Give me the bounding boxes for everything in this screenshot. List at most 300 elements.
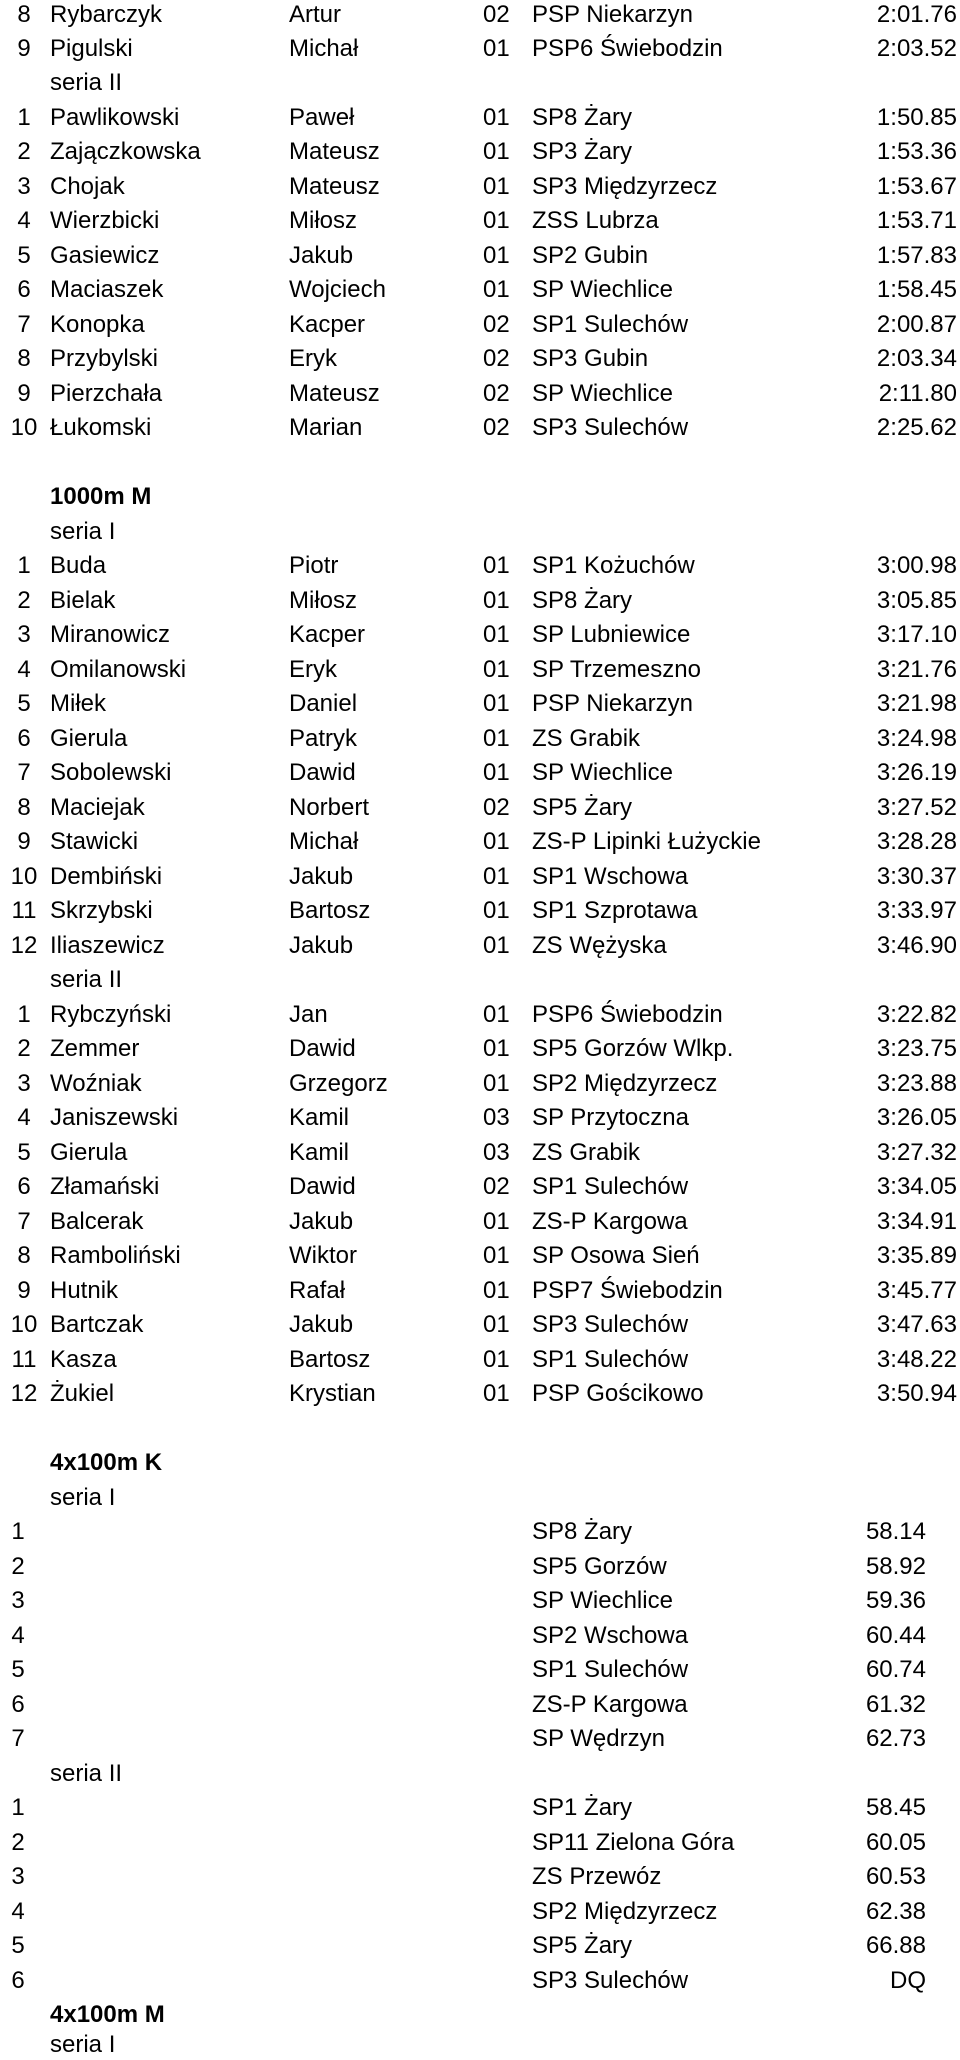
result-time: 2:03.52 [876, 35, 957, 62]
result-row [0, 1276, 960, 1306]
birth-year: 01 [483, 725, 510, 752]
result-row [0, 137, 960, 167]
result-time: 66.88 [865, 1932, 926, 1959]
first-name: Wiktor [289, 1242, 357, 1269]
result-row [0, 1172, 960, 1202]
school: SP8 Żary [532, 104, 633, 131]
birth-year: 01 [483, 1380, 510, 1407]
surname: Złamański [50, 1173, 160, 1200]
team: SP8 Żary [532, 1518, 633, 1545]
result-time: 3:26.05 [876, 1104, 957, 1131]
first-name: Kamil [289, 1104, 350, 1131]
birth-year: 01 [483, 690, 510, 717]
birth-year: 02 [483, 414, 510, 441]
first-name: Michał [289, 35, 359, 62]
team: SP2 Wschowa [532, 1622, 689, 1649]
birth-year: 01 [483, 759, 510, 786]
relay-row [0, 1862, 960, 1892]
school: PSP Niekarzyn [532, 690, 693, 717]
surname: Balcerak [50, 1208, 144, 1235]
birth-year: 02 [483, 794, 510, 821]
first-name: Dawid [289, 759, 356, 786]
surname: Gierula [50, 1139, 128, 1166]
surname: Chojak [50, 173, 125, 200]
position: 6 [17, 276, 31, 303]
result-row [0, 1000, 960, 1030]
result-time: 58.45 [865, 1794, 926, 1821]
result-time: 3:21.76 [876, 656, 957, 683]
result-time: 1:57.83 [876, 242, 957, 269]
result-time: 3:27.52 [876, 794, 957, 821]
position: 8 [17, 794, 31, 821]
relay-row [0, 1897, 960, 1927]
first-name: Dawid [289, 1173, 356, 1200]
school: SP Wiechlice [532, 380, 673, 407]
surname: Kasza [50, 1346, 117, 1373]
result-row [0, 655, 960, 685]
surname: Dembiński [50, 863, 163, 890]
first-name: Bartosz [289, 1346, 371, 1373]
result-row [0, 275, 960, 305]
school: PSP6 Świebodzin [532, 1001, 723, 1028]
result-time: 3:34.05 [876, 1173, 957, 1200]
result-time: 3:33.97 [876, 897, 957, 924]
school: SP Trzemeszno [532, 656, 701, 683]
surname: Gierula [50, 725, 128, 752]
first-name: Marian [289, 414, 363, 441]
result-row [0, 931, 960, 961]
position: 1 [11, 1794, 25, 1821]
birth-year: 01 [483, 897, 510, 924]
birth-year: 01 [483, 138, 510, 165]
first-name: Paweł [289, 104, 355, 131]
result-row [0, 620, 960, 650]
first-name: Patryk [289, 725, 358, 752]
result-time: 3:34.91 [876, 1208, 957, 1235]
birth-year: 01 [483, 242, 510, 269]
result-row [0, 241, 960, 271]
position: 4 [11, 1898, 25, 1925]
series-label-row [0, 965, 960, 995]
position: 6 [17, 1173, 31, 1200]
position: 7 [17, 1208, 31, 1235]
result-time: 2:00.87 [876, 311, 957, 338]
school: SP Przytoczna [532, 1104, 689, 1131]
series-label-row [0, 1759, 960, 1789]
surname: Bartczak [50, 1311, 144, 1338]
school: SP Wiechlice [532, 276, 673, 303]
birth-year: 01 [483, 863, 510, 890]
first-name: Norbert [289, 794, 370, 821]
series-label-row [0, 68, 960, 98]
school: SP1 Wschowa [532, 863, 689, 890]
birth-year: 01 [483, 104, 510, 131]
position: 4 [17, 656, 31, 683]
school: ZS-P Kargowa [532, 1208, 688, 1235]
series-label: seria II [50, 69, 123, 96]
result-time: 3:24.98 [876, 725, 957, 752]
result-time: 3:17.10 [876, 621, 957, 648]
position: 3 [11, 1863, 25, 1890]
result-time: 62.73 [865, 1725, 926, 1752]
first-name: Jan [289, 1001, 328, 1028]
result-row [0, 724, 960, 754]
first-name: Jakub [289, 1208, 354, 1235]
school: ZS Grabik [532, 1139, 641, 1166]
result-time: 2:11.80 [878, 380, 957, 407]
birth-year: 01 [483, 1346, 510, 1373]
school: SP Lubniewice [532, 621, 691, 648]
result-time: 61.32 [865, 1691, 926, 1718]
surname: Przybylski [50, 345, 159, 372]
birth-year: 01 [483, 587, 510, 614]
result-time: 60.53 [865, 1863, 926, 1890]
result-time: 62.38 [865, 1898, 926, 1925]
first-name: Jakub [289, 242, 354, 269]
result-time: 2:03.34 [876, 345, 957, 372]
result-time: 3:50.94 [876, 1380, 957, 1407]
first-name: Krystian [289, 1380, 376, 1407]
position: 12 [10, 932, 38, 959]
result-time: 1:50.85 [876, 104, 957, 131]
birth-year: 01 [483, 1242, 510, 1269]
position: 1 [11, 1518, 25, 1545]
event-title-row [0, 482, 960, 512]
result-row [0, 1310, 960, 1340]
result-time: 60.05 [865, 1829, 926, 1856]
result-row [0, 1138, 960, 1168]
result-row [0, 586, 960, 616]
surname: Łukomski [50, 414, 152, 441]
school: ZS-P Lipinki Łużyckie [532, 828, 761, 855]
position: 7 [17, 759, 31, 786]
position: 6 [11, 1967, 25, 1994]
result-row [0, 103, 960, 133]
position: 11 [11, 897, 37, 924]
school: SP3 Gubin [532, 345, 649, 372]
event-title: 1000m M [50, 483, 152, 510]
school: SP1 Sulechów [532, 1346, 689, 1373]
relay-row [0, 1724, 960, 1754]
school: SP1 Sulechów [532, 1173, 689, 1200]
position: 8 [17, 1, 31, 28]
first-name: Piotr [289, 552, 339, 579]
surname: Iliaszewicz [50, 932, 165, 959]
position: 2 [11, 1553, 25, 1580]
position: 4 [17, 207, 31, 234]
series-label-row [0, 517, 960, 547]
school: SP1 Szprotawa [532, 897, 698, 924]
birth-year: 01 [483, 828, 510, 855]
birth-year: 01 [483, 1035, 510, 1062]
result-time: 3:05.85 [876, 587, 957, 614]
first-name: Eryk [289, 345, 337, 372]
result-row [0, 689, 960, 719]
birth-year: 02 [483, 345, 510, 372]
birth-year: 01 [483, 1277, 510, 1304]
result-row [0, 827, 960, 857]
surname: Hutnik [50, 1277, 119, 1304]
result-time: 3:48.22 [876, 1346, 957, 1373]
first-name: Mateusz [289, 138, 380, 165]
event-title-row [0, 1448, 960, 1478]
first-name: Kacper [289, 311, 366, 338]
surname: Bielak [50, 587, 116, 614]
surname: Maciejak [50, 794, 145, 821]
position: 10 [10, 1311, 38, 1338]
surname: Żukiel [50, 1380, 115, 1407]
surname: Maciaszek [50, 276, 164, 303]
birth-year: 01 [483, 173, 510, 200]
team: SP2 Międzyrzecz [532, 1898, 718, 1925]
school: ZSS Lubrza [532, 207, 659, 234]
school: SP Wiechlice [532, 759, 673, 786]
result-time: 3:27.32 [876, 1139, 957, 1166]
position: 8 [17, 1242, 31, 1269]
result-row [0, 413, 960, 443]
surname: Woźniak [50, 1070, 142, 1097]
surname: Zemmer [50, 1035, 140, 1062]
birth-year: 01 [483, 1001, 510, 1028]
school: SP Osowa Sień [532, 1242, 700, 1269]
surname: Konopka [50, 311, 145, 338]
surname: Pigulski [50, 35, 133, 62]
relay-row [0, 1517, 960, 1547]
school: PSP Gościkowo [532, 1380, 704, 1407]
position: 6 [11, 1691, 25, 1718]
birth-year: 03 [483, 1139, 510, 1166]
result-time: 60.44 [865, 1622, 926, 1649]
relay-row [0, 1828, 960, 1858]
team: ZS Przewóz [532, 1863, 662, 1890]
surname: Pierzchała [50, 380, 163, 407]
first-name: Dawid [289, 1035, 356, 1062]
result-time: 1:58.45 [876, 276, 957, 303]
result-time: 3:35.89 [876, 1242, 957, 1269]
position: 3 [17, 173, 31, 200]
series-label-row [0, 1483, 960, 1513]
first-name: Miłosz [289, 587, 358, 614]
first-name: Daniel [289, 690, 358, 717]
result-time: 3:00.98 [876, 552, 957, 579]
result-row [0, 206, 960, 236]
surname: Miłek [50, 690, 107, 717]
result-time: 1:53.67 [876, 173, 957, 200]
relay-row [0, 1793, 960, 1823]
result-row [0, 1069, 960, 1099]
result-row [0, 310, 960, 340]
position: 11 [11, 1346, 37, 1373]
position: 4 [17, 1104, 31, 1131]
position: 3 [17, 621, 31, 648]
position: 5 [17, 242, 31, 269]
relay-row [0, 1931, 960, 1961]
school: SP5 Gorzów Wlkp. [532, 1035, 734, 1062]
birth-year: 01 [483, 1208, 510, 1235]
school: SP5 Żary [532, 794, 633, 821]
result-time: 3:45.77 [876, 1277, 957, 1304]
result-row [0, 34, 960, 64]
school: ZS Wężyska [532, 932, 667, 959]
result-row [0, 1207, 960, 1237]
position: 4 [11, 1622, 25, 1649]
first-name: Grzegorz [289, 1070, 388, 1097]
position: 5 [11, 1656, 25, 1683]
school: SP3 Sulechów [532, 414, 689, 441]
position: 10 [10, 414, 38, 441]
result-row [0, 758, 960, 788]
first-name: Rafał [289, 1277, 346, 1304]
school: SP8 Żary [532, 587, 633, 614]
position: 5 [11, 1932, 25, 1959]
surname: Buda [50, 552, 107, 579]
result-time: 3:21.98 [876, 690, 957, 717]
birth-year: 01 [483, 207, 510, 234]
birth-year: 01 [483, 1070, 510, 1097]
school: SP2 Gubin [532, 242, 649, 269]
school: PSP Niekarzyn [532, 1, 693, 28]
result-time: 3:26.19 [876, 759, 957, 786]
team: SP11 Zielona Góra [532, 1829, 735, 1856]
first-name: Bartosz [289, 897, 371, 924]
result-time: DQ [890, 1967, 926, 1994]
school: PSP6 Świebodzin [532, 35, 723, 62]
school: SP3 Żary [532, 138, 633, 165]
result-time: 60.74 [865, 1656, 926, 1683]
position: 9 [17, 828, 31, 855]
result-time: 3:22.82 [876, 1001, 957, 1028]
event-title: 4x100m M [50, 2001, 165, 2028]
position: 3 [17, 1070, 31, 1097]
surname: Pawlikowski [50, 104, 180, 131]
series-label: seria I [50, 1484, 116, 1511]
birth-year: 01 [483, 35, 510, 62]
position: 2 [17, 1035, 31, 1062]
birth-year: 02 [483, 311, 510, 338]
position: 5 [17, 1139, 31, 1166]
school: ZS Grabik [532, 725, 641, 752]
position: 2 [11, 1829, 25, 1856]
first-name: Jakub [289, 932, 354, 959]
surname: Janiszewski [50, 1104, 179, 1131]
result-row [0, 551, 960, 581]
birth-year: 02 [483, 1173, 510, 1200]
result-row [0, 379, 960, 409]
result-time: 3:28.28 [876, 828, 957, 855]
result-row [0, 1379, 960, 1409]
result-time: 1:53.71 [876, 207, 957, 234]
first-name: Jakub [289, 1311, 354, 1338]
position: 6 [17, 725, 31, 752]
result-row [0, 896, 960, 926]
position: 5 [17, 690, 31, 717]
school: SP3 Sulechów [532, 1311, 689, 1338]
relay-row [0, 1552, 960, 1582]
birth-year: 01 [483, 276, 510, 303]
first-name: Jakub [289, 863, 354, 890]
event-title: 4x100m K [50, 1449, 163, 1476]
result-time: 1:53.36 [876, 138, 957, 165]
surname: Ramboliński [50, 1242, 181, 1269]
result-row [0, 1103, 960, 1133]
school: PSP7 Świebodzin [532, 1277, 723, 1304]
position: 3 [11, 1587, 25, 1614]
position: 9 [17, 1277, 31, 1304]
first-name: Mateusz [289, 380, 380, 407]
birth-year: 02 [483, 380, 510, 407]
position: 1 [17, 552, 31, 579]
position: 1 [17, 1001, 31, 1028]
birth-year: 01 [483, 932, 510, 959]
result-time: 3:46.90 [876, 932, 957, 959]
series-label: seria II [50, 966, 123, 993]
surname: Sobolewski [50, 759, 172, 786]
result-time: 58.92 [865, 1553, 926, 1580]
result-time: 59.36 [865, 1587, 926, 1614]
team: SP1 Żary [532, 1794, 633, 1821]
birth-year: 01 [483, 656, 510, 683]
relay-row [0, 1655, 960, 1685]
result-row [0, 1241, 960, 1271]
team: SP5 Żary [532, 1932, 633, 1959]
birth-year: 01 [483, 1311, 510, 1338]
first-name: Miłosz [289, 207, 358, 234]
surname: Zajączkowska [50, 138, 201, 165]
relay-row [0, 1586, 960, 1616]
result-row [0, 1034, 960, 1064]
position: 8 [17, 345, 31, 372]
result-row [0, 1345, 960, 1375]
result-time: 3:23.75 [876, 1035, 957, 1062]
position: 12 [10, 1380, 38, 1407]
position: 10 [10, 863, 38, 890]
event-title-row [0, 2000, 960, 2030]
surname: Skrzybski [50, 897, 153, 924]
first-name: Mateusz [289, 173, 380, 200]
birth-year: 01 [483, 552, 510, 579]
birth-year: 01 [483, 621, 510, 648]
relay-row [0, 1690, 960, 1720]
position: 7 [17, 311, 31, 338]
team: SP Wędrzyn [532, 1725, 665, 1752]
position: 7 [11, 1725, 25, 1752]
school: SP3 Międzyrzecz [532, 173, 718, 200]
first-name: Kacper [289, 621, 366, 648]
series-label: seria I [50, 518, 116, 545]
team: SP3 Sulechów [532, 1967, 689, 1994]
result-row [0, 793, 960, 823]
school: SP1 Sulechów [532, 311, 689, 338]
surname: Rybarczyk [50, 1, 163, 28]
first-name: Eryk [289, 656, 337, 683]
position: 2 [17, 587, 31, 614]
result-row [0, 862, 960, 892]
birth-year: 02 [483, 1, 510, 28]
surname: Rybczyński [50, 1001, 172, 1028]
team: SP Wiechlice [532, 1587, 673, 1614]
position: 2 [17, 138, 31, 165]
result-time: 3:47.63 [876, 1311, 957, 1338]
school: SP2 Międzyrzecz [532, 1070, 718, 1097]
relay-row [0, 1621, 960, 1651]
result-time: 3:30.37 [876, 863, 957, 890]
first-name: Wojciech [289, 276, 386, 303]
series-label-row [0, 2030, 960, 2060]
team: SP5 Gorzów [532, 1553, 667, 1580]
position: 9 [17, 35, 31, 62]
surname: Stawicki [50, 828, 139, 855]
position: 9 [17, 380, 31, 407]
